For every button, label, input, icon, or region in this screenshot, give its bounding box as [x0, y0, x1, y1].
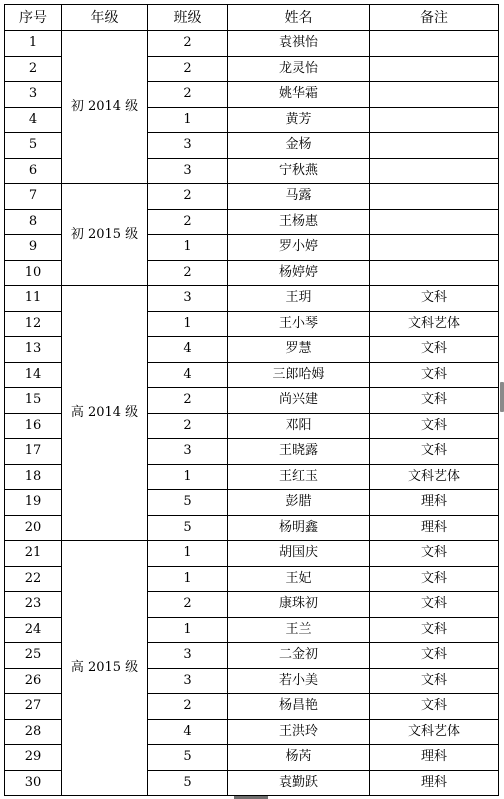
- seq-cell: 6: [5, 158, 62, 184]
- seq-cell: 26: [5, 668, 62, 694]
- class-cell: 2: [148, 184, 228, 210]
- seq-cell: 5: [5, 133, 62, 159]
- class-cell: 2: [148, 694, 228, 720]
- class-cell: 1: [148, 566, 228, 592]
- name-cell: 尚兴建: [228, 388, 370, 414]
- seq-cell: 17: [5, 439, 62, 465]
- class-cell: 1: [148, 464, 228, 490]
- name-cell: 杨芮: [228, 745, 370, 771]
- note-cell: 理科: [370, 490, 499, 516]
- name-cell: 黄芳: [228, 107, 370, 133]
- note-cell: 理科: [370, 745, 499, 771]
- seq-cell: 1: [5, 31, 62, 57]
- seq-cell: 15: [5, 388, 62, 414]
- note-cell: 文科: [370, 439, 499, 465]
- scroll-handle[interactable]: [500, 382, 504, 412]
- class-cell: 2: [148, 260, 228, 286]
- seq-cell: 7: [5, 184, 62, 210]
- note-cell: 文科: [370, 643, 499, 669]
- table-header: [5, 5, 499, 31]
- seq-cell: 16: [5, 413, 62, 439]
- name-cell: 王杨惠: [228, 209, 370, 235]
- name-cell: 杨明鑫: [228, 515, 370, 541]
- name-cell: 康珠初: [228, 592, 370, 618]
- class-cell: 1: [148, 311, 228, 337]
- seq-cell: 24: [5, 617, 62, 643]
- table-row: [5, 184, 499, 210]
- name-cell: 王晓露: [228, 439, 370, 465]
- seq-cell: 27: [5, 694, 62, 720]
- name-cell: 王洪玲: [228, 719, 370, 745]
- student-roster-table: [4, 4, 499, 796]
- seq-cell: 12: [5, 311, 62, 337]
- seq-cell: 11: [5, 286, 62, 312]
- seq-cell: 21: [5, 541, 62, 567]
- class-cell: 3: [148, 668, 228, 694]
- table-row: [5, 31, 499, 57]
- header-row: [5, 5, 499, 31]
- seq-cell: 10: [5, 260, 62, 286]
- note-cell: [370, 235, 499, 261]
- class-cell: 2: [148, 388, 228, 414]
- name-cell: 二金初: [228, 643, 370, 669]
- class-cell: 1: [148, 617, 228, 643]
- name-cell: 金杨: [228, 133, 370, 159]
- class-cell: 2: [148, 56, 228, 82]
- class-cell: 1: [148, 107, 228, 133]
- header-note: 备注: [370, 5, 499, 31]
- note-cell: [370, 184, 499, 210]
- class-cell: 4: [148, 337, 228, 363]
- class-cell: 5: [148, 515, 228, 541]
- header-class: 班级: [148, 5, 228, 31]
- name-cell: 王妃: [228, 566, 370, 592]
- name-cell: 王玥: [228, 286, 370, 312]
- note-cell: 文科艺体: [370, 719, 499, 745]
- seq-cell: 18: [5, 464, 62, 490]
- name-cell: 彭腊: [228, 490, 370, 516]
- class-cell: 2: [148, 209, 228, 235]
- seq-cell: 22: [5, 566, 62, 592]
- seq-cell: 25: [5, 643, 62, 669]
- class-cell: 3: [148, 643, 228, 669]
- name-cell: 王小琴: [228, 311, 370, 337]
- class-cell: 3: [148, 133, 228, 159]
- name-cell: 邓阳: [228, 413, 370, 439]
- seq-cell: 29: [5, 745, 62, 771]
- class-cell: 3: [148, 286, 228, 312]
- seq-cell: 13: [5, 337, 62, 363]
- name-cell: 宁秋燕: [228, 158, 370, 184]
- name-cell: 姚华霜: [228, 82, 370, 108]
- grade-cell: 高 2014 级: [62, 286, 148, 541]
- note-cell: [370, 82, 499, 108]
- note-cell: [370, 260, 499, 286]
- note-cell: 文科: [370, 668, 499, 694]
- note-cell: [370, 133, 499, 159]
- note-cell: 文科: [370, 388, 499, 414]
- seq-cell: 19: [5, 490, 62, 516]
- class-cell: 4: [148, 362, 228, 388]
- note-cell: 文科: [370, 592, 499, 618]
- class-cell: 5: [148, 745, 228, 771]
- name-cell: 胡国庆: [228, 541, 370, 567]
- name-cell: 袁祺怡: [228, 31, 370, 57]
- name-cell: 马露: [228, 184, 370, 210]
- grade-cell: 初 2014 级: [62, 31, 148, 184]
- name-cell: 杨婷婷: [228, 260, 370, 286]
- note-cell: 文科: [370, 617, 499, 643]
- seq-cell: 23: [5, 592, 62, 618]
- class-cell: 4: [148, 719, 228, 745]
- class-cell: 2: [148, 413, 228, 439]
- class-cell: 5: [148, 770, 228, 796]
- class-cell: 2: [148, 592, 228, 618]
- name-cell: 袁勤跃: [228, 770, 370, 796]
- grade-cell: 初 2015 级: [62, 184, 148, 286]
- note-cell: 文科: [370, 362, 499, 388]
- seq-cell: 30: [5, 770, 62, 796]
- note-cell: 文科艺体: [370, 311, 499, 337]
- seq-cell: 20: [5, 515, 62, 541]
- seq-cell: 14: [5, 362, 62, 388]
- class-cell: 1: [148, 541, 228, 567]
- class-cell: 2: [148, 31, 228, 57]
- note-cell: [370, 56, 499, 82]
- note-cell: 文科艺体: [370, 464, 499, 490]
- note-cell: [370, 107, 499, 133]
- seq-cell: 2: [5, 56, 62, 82]
- header-name: 姓名: [228, 5, 370, 31]
- name-cell: 罗慧: [228, 337, 370, 363]
- note-cell: 理科: [370, 770, 499, 796]
- note-cell: 文科: [370, 337, 499, 363]
- note-cell: [370, 158, 499, 184]
- header-grade: 年级: [62, 5, 148, 31]
- class-cell: 3: [148, 158, 228, 184]
- table-row: [5, 286, 499, 312]
- name-cell: 罗小婷: [228, 235, 370, 261]
- seq-cell: 9: [5, 235, 62, 261]
- class-cell: 3: [148, 439, 228, 465]
- table-row: [5, 541, 499, 567]
- name-cell: 若小美: [228, 668, 370, 694]
- class-cell: 1: [148, 235, 228, 261]
- seq-cell: 8: [5, 209, 62, 235]
- seq-cell: 28: [5, 719, 62, 745]
- note-cell: 理科: [370, 515, 499, 541]
- note-cell: 文科: [370, 694, 499, 720]
- name-cell: 三郎哈姆: [228, 362, 370, 388]
- note-cell: 文科: [370, 286, 499, 312]
- note-cell: 文科: [370, 541, 499, 567]
- name-cell: 龙灵怡: [228, 56, 370, 82]
- note-cell: 文科: [370, 566, 499, 592]
- table-body: [5, 31, 499, 796]
- class-cell: 2: [148, 82, 228, 108]
- note-cell: [370, 209, 499, 235]
- header-seq: 序号: [5, 5, 62, 31]
- seq-cell: 3: [5, 82, 62, 108]
- name-cell: 王红玉: [228, 464, 370, 490]
- grade-cell: 高 2015 级: [62, 541, 148, 796]
- note-cell: 文科: [370, 413, 499, 439]
- class-cell: 5: [148, 490, 228, 516]
- name-cell: 杨昌艳: [228, 694, 370, 720]
- note-cell: [370, 31, 499, 57]
- seq-cell: 4: [5, 107, 62, 133]
- name-cell: 王兰: [228, 617, 370, 643]
